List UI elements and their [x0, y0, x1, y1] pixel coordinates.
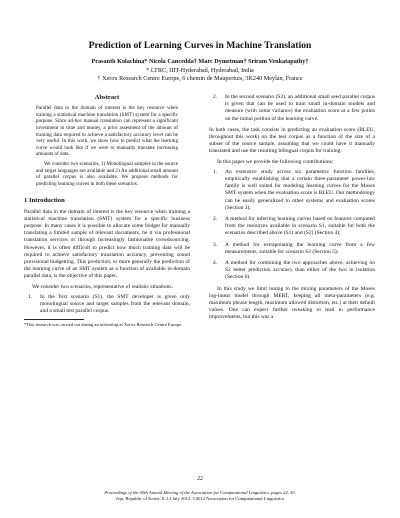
list-item-text: A method for combining the two approaches above, achieving on S2 better prediction accuracy than either of the two in isolation (Section 6). — [225, 260, 375, 281]
list-item-text: In the second scenario (S2), an additional small seed parallel corpus is given that can be used to train small in-domain models and measure (with some variance) the evaluation score at a few points on the initial portion of the learning curve. — [225, 94, 375, 122]
affiliation-2: † Xerox Research Centre Europe, 6 chemin de Maupertuis, 3K240 Meylan, France — [97, 75, 303, 83]
page-number: 22 — [197, 476, 203, 482]
proceedings-footer — [0, 490, 400, 502]
footnote: *This research was carried out during an internship at Xerox Research Centre Europe. — [24, 322, 183, 328]
footnote-rule — [24, 319, 84, 320]
abstract-heading: Abstract — [94, 94, 120, 101]
left-column — [24, 94, 190, 328]
list-item-number: 1. — [28, 293, 33, 300]
author-names: Prasanth Kolachina* Nicola Cancedda† Marc Dymetman† Sriram Venkatapathy† — [91, 58, 309, 65]
abstract — [36, 105, 178, 187]
list-item-text: An extensive study across six parametric function families, empirically establishing that a certain three-parameter power-law family is well suited for modeling learning curves for the Moses SMT system when the evaluation score is BLEU. Our methodology can be easily generalized to other systems and evaluation scores (Section 3); — [225, 168, 375, 211]
list-item-text: In the first scenario (S1), the SMT developer is given only monolingual source and target samples from the relevant domain, and a small test parallel corpus. — [40, 293, 190, 315]
paper-title: Prediction of Learning Curves in Machine Translation — [88, 40, 312, 51]
contribution-item — [209, 242, 375, 256]
list-item-text: A method for inferring learning curves based on features computed from the resources available in scenario S1, suitable for both the scenarios described above (S1) and (S2) (Section 4); — [225, 216, 375, 237]
intro-paragraph-2: We consider two scenarios, representative of realistic situations. — [32, 283, 173, 290]
body-paragraph-2: In this paper we provide the following contributions: — [217, 158, 334, 165]
list-item-number: 2. — [213, 216, 218, 223]
intro-paragraph-1: Parallel data in the domain of interest is the key resource when training a statistical machine translation (SMT) system for a specific business purpose. In many cases it is possible to allocate some budget for manually translating a limited sample of relevant documents, be it via professional translation services or through increasingly fashionable crowdsourcing. However, it is often difficult to predict how much training data will be required to achieve satisfactory translation accuracy, preventing sound provisional budgetting. This prediction, or more generally the prediction of the learning curve of an SMT system as a function of available in-domain parallel data, is the objective of this paper. — [24, 208, 190, 280]
right-column — [209, 94, 375, 325]
author-block — [0, 58, 400, 84]
list-item-scenario-2 — [209, 94, 375, 123]
contribution-item — [209, 216, 375, 238]
abstract-paragraph-1: Parallel data in the domain of interest is the key resource when training a statistical machine translation (SMT) system for a specific purpose. Since ad-hoc manual translation can represent a significant investment in time and money, a prior assesment of the amount of training data required to achieve a satisfactory accuracy level can be very useful. In this work, we show how to predict what the learning curve would look like if we were to manually translate increasing amounts of data. — [36, 105, 178, 158]
contribution-item — [209, 260, 375, 282]
contribution-item — [209, 169, 375, 212]
footer-line-1: Proceedings of the 50th Annual Meeting of the Association for Computational Linguistics, pages 22–30, — [104, 490, 296, 495]
list-item-number: 4. — [213, 260, 218, 267]
footer-line-2: Jeju, Republic of Korea, 8–14 July 2012. ©2012 Association for Computational Linguistics — [115, 496, 285, 501]
list-item-number: 3. — [213, 241, 218, 248]
list-item-text: A method for extrapolating the learning curve from a few measurements, suitable for scenario S2 (Section 5); — [225, 241, 375, 255]
affiliation-1: * LTRC, IIIT-Hyderabad, Hyderabad, India — [146, 66, 254, 74]
body-paragraph-1: In both cases, the task consists in predicting an evaluation score (BLEU, throughout this work) on the test corpus as a function of the size of a subset of the source sample, assuming that we could have it manually translated and use the resulting bilingual corpus for training. — [209, 126, 375, 155]
list-item-scenario-1 — [24, 294, 190, 316]
list-item-number: 2. — [213, 94, 218, 100]
list-item-number: 1. — [213, 168, 218, 175]
section-heading-introduction: 1 Introduction — [24, 197, 65, 205]
abstract-paragraph-2: We consider two scenarios, 1) Monolingual samples in the source and target languages are available and 2) An additional small amount of parallel corpus is also available. We propose methods for predicting learning curves in both these scenarios. — [36, 160, 178, 187]
body-paragraph-3: In this study we limit tuning to the mixing parameters of the Moses log-linear model through MERT, keeping all meta-parameters (e.g. maximum phrase length, maximum allowed distortion, etc.) at their default values. One can expect further tweaking to lead to performance improvements, but this was a — [209, 285, 375, 321]
